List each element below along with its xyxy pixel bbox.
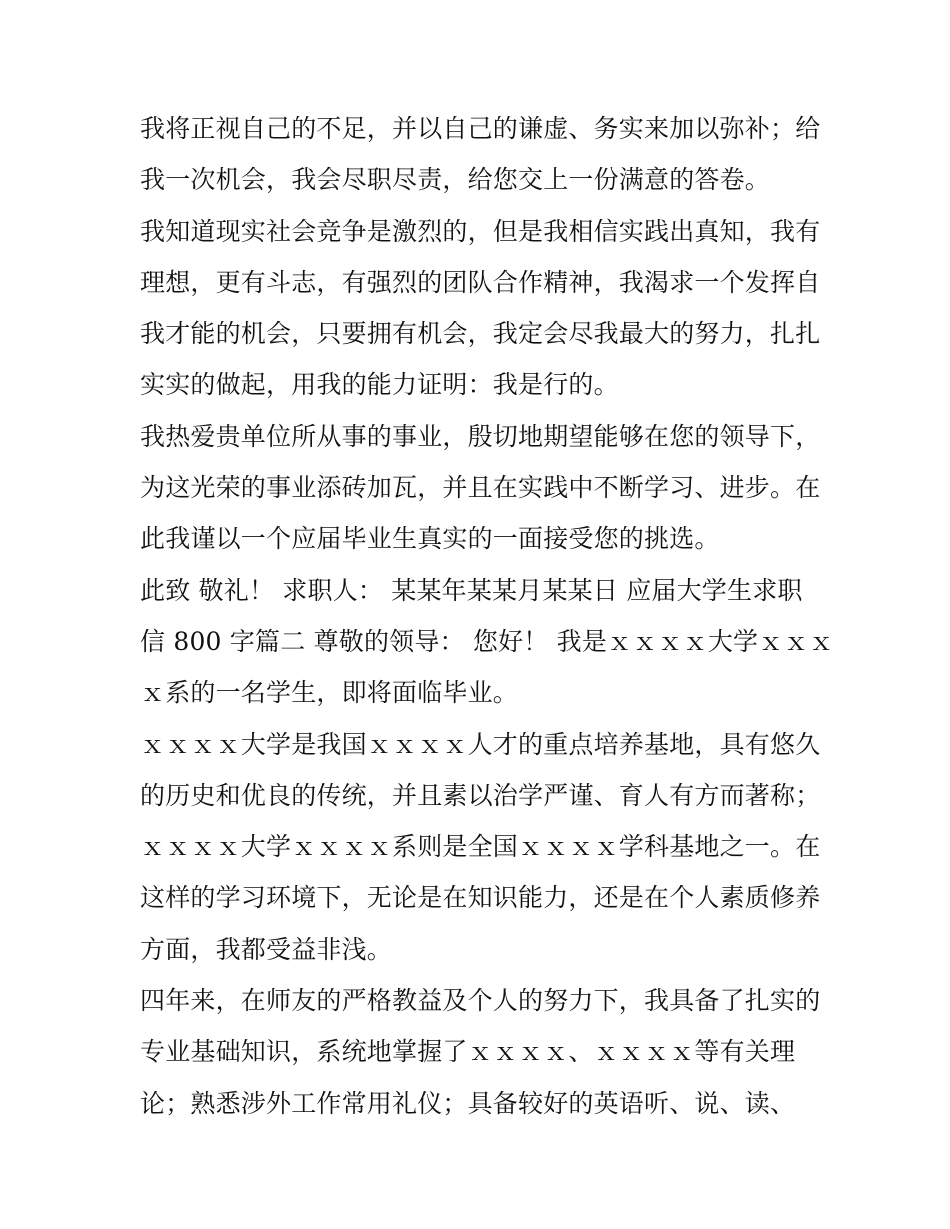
text-line: 我一次机会，我会尽职尽责，给您交上一份满意的答卷。 — [140, 165, 771, 195]
text-line: 我知道现实社会竞争是激烈的，但是我相信实践出真知，我有 — [140, 216, 821, 246]
text-line: 理想，更有斗志，有强烈的团队合作精神，我渴求一个发挥自 — [140, 267, 821, 297]
text-line: 四年来，在师友的严格教益及个人的努力下，我具备了扎实的 — [140, 986, 821, 1016]
paragraph-5 — [140, 719, 821, 975]
text-line: 我才能的机会，只要拥有机会，我定会尽我最大的努力，扎扎 — [140, 319, 821, 349]
paragraph-3 — [140, 411, 821, 565]
text-line: 方面，我都受益非浅。 — [140, 934, 393, 964]
text-line: 这样的学习环境下，无论是在知识能力，还是在个人素质修养 — [140, 883, 821, 913]
text-line: 的历史和优良的传统，并且素以治学严谨、育人有方而著称； — [140, 780, 821, 810]
text-line: ｘｘｘｘ大学是我国ｘｘｘｘ人才的重点培养基地，具有悠久 — [140, 729, 821, 759]
paragraph-4 — [140, 565, 834, 719]
document-body — [140, 103, 834, 1129]
text-line: 为这光荣的事业添砖加瓦，并且在实践中不断学习、进步。在 — [140, 473, 821, 503]
text-line: 我将正视自己的不足，并以自己的谦虚、务实来加以弥补；给 — [140, 114, 821, 143]
text-line: 实实的做起，用我的能力证明：我是行的。 — [140, 370, 619, 400]
text-line: ｘｘｘｘ大学ｘｘｘｘ系则是全国ｘｘｘｘ学科基地之一。在 — [140, 832, 821, 862]
text-line: 我热爱贵单位所从事的事业，殷切地期望能够在您的领导下， — [140, 421, 821, 451]
text-line: 此致 敬礼！ 求职人： 某某年某某月某某日 应届大学生求职 — [140, 575, 803, 605]
text-line: ｘ系的一名学生，即将面临毕业。 — [140, 678, 519, 708]
paragraph-2 — [140, 206, 821, 411]
text-line: 论；熟悉涉外工作常用礼仪；具备较好的英语听、说、读、 — [140, 1088, 796, 1118]
paragraph-6 — [140, 975, 821, 1129]
text-line: 专业基础知识，系统地掌握了ｘｘｘｘ、ｘｘｘｘ等有关理 — [140, 1037, 796, 1067]
text-line: 此我谨以一个应届毕业生真实的一面接受您的挑选。 — [140, 524, 720, 554]
text-line: 信 800 字篇二 尊敬的领导： 您好！ 我是ｘｘｘｘ大学ｘｘｘ — [140, 626, 834, 656]
paragraph-1 — [140, 103, 821, 206]
